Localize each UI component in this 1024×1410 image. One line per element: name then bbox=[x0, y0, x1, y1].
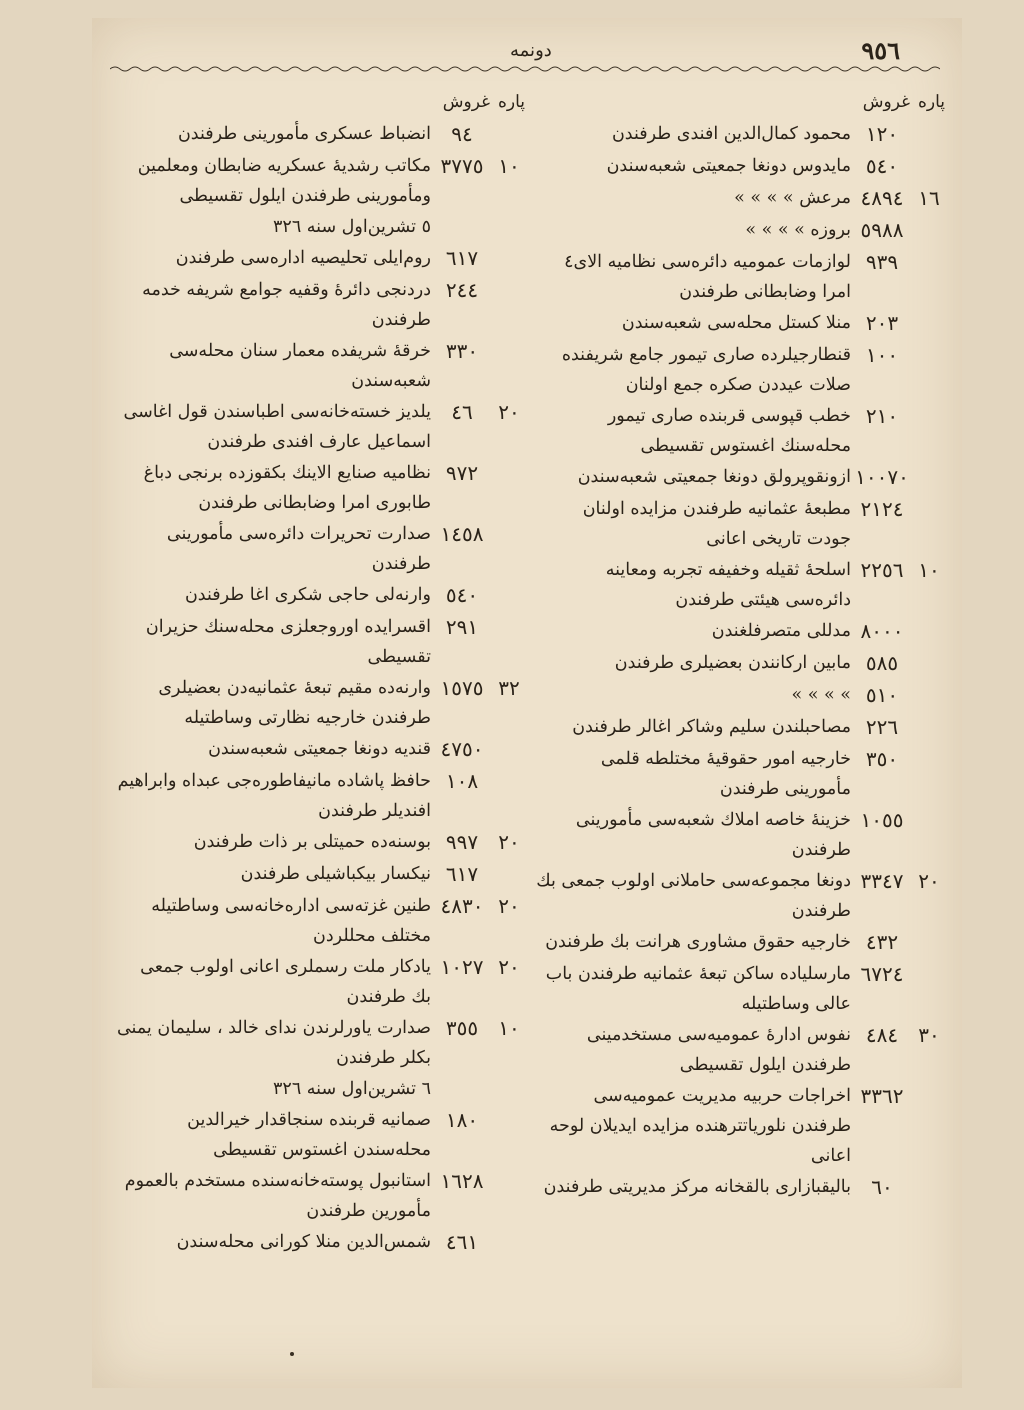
kurus-amount: ٣٣٠ bbox=[445, 339, 479, 363]
donor-description: مابين اركانندن بعضيلرى طرفندن bbox=[614, 653, 851, 673]
donor-description: بوسنه‌ده حميتلى بر ذات طرفندن bbox=[193, 832, 431, 852]
para-amount: ١٠ bbox=[918, 558, 940, 582]
kurus-amount: ١٢٠ bbox=[865, 122, 899, 146]
kurus-amount: ٢٠٣ bbox=[865, 311, 899, 335]
donation-entry bbox=[115, 457, 525, 518]
donor-description: خزينهٔ خاصه املاك شعبه‌سى مأمورينى طرفندن bbox=[575, 810, 851, 860]
donor-description: طنين غزته‌سى اداره‌خانه‌سى وساطتيله مختلف محللردن bbox=[151, 896, 431, 946]
kurus-amount: ٥٤٠ bbox=[865, 154, 899, 178]
donation-entry bbox=[115, 951, 525, 1012]
kurus-amount: ٩٧٢ bbox=[445, 461, 479, 485]
donation-entry bbox=[535, 461, 945, 493]
donor-description: روم‌ايلى تحليصيه اداره‌سى طرفندن bbox=[175, 248, 431, 268]
donation-entry bbox=[115, 118, 525, 150]
donor-description: مصاحبلندن سليم وشاكر اغالر طرفندن bbox=[572, 717, 851, 737]
para-amount: ٣٢ bbox=[498, 676, 520, 700]
donation-entry bbox=[115, 1226, 525, 1258]
donation-entry bbox=[115, 150, 525, 211]
donation-entry bbox=[535, 214, 945, 246]
kurus-amount: ٦٧٢٤ bbox=[860, 962, 904, 986]
left-column bbox=[115, 92, 525, 1258]
wavy-divider bbox=[110, 64, 940, 74]
kurus-heading: غروش bbox=[862, 92, 910, 112]
donor-description: وارنه‌ده مقيم تبعهٔ عثمانيه‌دن بعضيلرى طرفندن خارجيه نظارتى وساطتيله bbox=[158, 678, 431, 728]
donor-description: خارجيه امور حقوقيهٔ مختلطه قلمى مأمورينى طرفندن bbox=[600, 749, 851, 799]
donation-entry bbox=[115, 274, 525, 335]
donor-description: مطبعهٔ عثمانيه طرفندن مزايده اولنان جودت تاريخى اعانى bbox=[582, 499, 851, 549]
donation-entry bbox=[115, 211, 525, 242]
donation-entry bbox=[115, 1165, 525, 1226]
kurus-amount: ٢٤٤ bbox=[445, 278, 479, 302]
kurus-amount: ٤٦ bbox=[451, 400, 473, 424]
donation-entry bbox=[115, 733, 525, 765]
kurus-amount: ٩٩٧ bbox=[445, 830, 479, 854]
donor-description: حافظ پاشاده مانيفاطوره‌جى عبداه وابراهيم افنديلر طرفندن bbox=[117, 771, 431, 821]
donation-entry bbox=[115, 1012, 525, 1073]
donor-description: مدللى متصرفلغندن bbox=[711, 621, 851, 641]
kurus-amount: ٣٣٦٢ bbox=[860, 1084, 904, 1108]
donor-description: اخراجات حربيه مديريت عموميه‌سى طرفندن نلورياتترهنده مزايده ايديلان لوحه اعانى bbox=[549, 1086, 851, 1166]
kurus-amount: ٢١٢٤ bbox=[860, 497, 904, 521]
para-heading: پاره bbox=[917, 92, 945, 112]
donation-entry bbox=[535, 679, 945, 711]
kurus-amount: ٢٢٥٦ bbox=[860, 558, 904, 582]
donor-description: منلا كستل محله‌سى شعبه‌سندن bbox=[621, 313, 851, 333]
donation-entry bbox=[535, 804, 945, 865]
kurus-amount: ٤٨٤ bbox=[865, 1023, 899, 1047]
donor-description: محمود كمال‌الدين افندى طرفندن bbox=[611, 124, 851, 144]
donation-entry bbox=[115, 242, 525, 274]
donation-entry bbox=[115, 335, 525, 396]
kurus-amount: ١٨٠ bbox=[445, 1108, 479, 1132]
para-amount: ١٠ bbox=[498, 154, 520, 178]
donor-description: قنديه دونغا جمعيتى شعبه‌سندن bbox=[208, 739, 431, 759]
donor-description: نظاميه صنايع الاينك بكقوزده برنجى دباغ طابورى امرا وضابطانى طرفندن bbox=[143, 463, 431, 513]
donation-entry bbox=[535, 150, 945, 182]
kurus-amount: ٥٨٥ bbox=[865, 651, 899, 675]
donation-entry bbox=[115, 1104, 525, 1165]
kurus-amount: ١٦٢٨ bbox=[440, 1169, 484, 1193]
donor-description: دردنجى دائرهٔ وقفيه جوامع شريفه خدمه طرفندن bbox=[142, 280, 431, 330]
donation-entry bbox=[535, 118, 945, 150]
donation-entry bbox=[535, 1080, 945, 1171]
kurus-amount: ٣٥٥ bbox=[445, 1016, 479, 1040]
donation-entry bbox=[115, 518, 525, 579]
donor-description: استانبول پوسته‌خانه‌سنده مستخدم بالعموم مأمورين طرفندن bbox=[124, 1171, 431, 1221]
donor-description: بروزه » » » » bbox=[745, 220, 851, 240]
donor-description: مكاتب رشديهٔ عسكريه ضابطان ومعلمين ومأمورينى طرفندن ايلول تقسيطى bbox=[137, 156, 431, 206]
kurus-amount: ١٠٢٧ bbox=[440, 955, 484, 979]
donor-description: وارنه‌لى حاجى شكرى اغا طرفندن bbox=[184, 585, 431, 605]
donor-description: اقسرايده اوروجعلزى محله‌سنك حزيران تقسيطى bbox=[145, 617, 431, 667]
kurus-amount: ٢٢٦ bbox=[865, 715, 899, 739]
column-header bbox=[535, 92, 945, 118]
donation-entry bbox=[535, 711, 945, 743]
column-header bbox=[115, 92, 525, 118]
donation-entry bbox=[535, 743, 945, 804]
donation-entry bbox=[535, 246, 945, 307]
donation-entry bbox=[535, 926, 945, 958]
donor-description: خرقهٔ شريفده معمار سنان محله‌سى شعبه‌سندن bbox=[169, 341, 431, 391]
donation-entry bbox=[535, 307, 945, 339]
para-amount: ٣٠ bbox=[918, 1023, 940, 1047]
kurus-amount: ١٠٠٧٠ bbox=[855, 465, 909, 489]
kurus-amount: ٩٣٩ bbox=[865, 250, 899, 274]
donation-entry bbox=[535, 182, 945, 214]
kurus-amount: ٨٠٠٠ bbox=[860, 619, 904, 643]
donation-entry bbox=[115, 858, 525, 890]
para-amount: ٢٠ bbox=[498, 400, 520, 424]
kurus-amount: ٤٨٩٤ bbox=[860, 186, 904, 210]
donor-description: باليقبازارى بالقخانه مركز مديريتى طرفندن bbox=[543, 1177, 851, 1197]
kurus-amount: ٦١٧ bbox=[445, 862, 479, 886]
kurus-amount: ٣٣٤٧ bbox=[860, 869, 904, 893]
para-amount: ٢٠ bbox=[498, 830, 520, 854]
donation-entry bbox=[115, 765, 525, 826]
donation-entry bbox=[535, 554, 945, 615]
kurus-amount: ٣٥٠ bbox=[865, 747, 899, 771]
donor-description: صدارت ياورلرندن نداى خالد ، سليمان يمنى بكلر طرفندن bbox=[116, 1018, 431, 1068]
kurus-amount: ٤٣٢ bbox=[865, 930, 899, 954]
donor-description: انضباط عسكرى مأمورينى طرفندن bbox=[177, 124, 431, 144]
kurus-amount: ٥١٠ bbox=[865, 683, 899, 707]
donor-description: يادكار ملت رسملرى اعانى اولوب جمعى بك طرفندن bbox=[140, 957, 431, 1007]
donor-description: خارجيه حقوق مشاورى هرانت بك طرفندن bbox=[545, 932, 851, 952]
donation-entry bbox=[535, 493, 945, 554]
donation-entry bbox=[535, 647, 945, 679]
kurus-amount: ٦١٧ bbox=[445, 246, 479, 270]
donation-entry bbox=[535, 1171, 945, 1203]
entries-list bbox=[535, 118, 945, 1203]
donor-description: شمس‌الدين منلا كورانى محله‌سندن bbox=[176, 1232, 431, 1252]
para-amount: ٢٠ bbox=[498, 955, 520, 979]
donation-entry bbox=[115, 396, 525, 457]
para-amount: ٢٠ bbox=[498, 894, 520, 918]
donor-description: مارسلياده ساكن تبعهٔ عثمانيه طرفندن باب عالى وساطتيله bbox=[545, 964, 851, 1014]
kurus-amount: ٥٤٠ bbox=[445, 583, 479, 607]
kurus-amount: ٢١٠ bbox=[865, 404, 899, 428]
para-heading: پاره bbox=[497, 92, 525, 112]
entries-list bbox=[115, 118, 525, 1258]
donor-description: صمانيه قربنده سنجاقدار خيرالدين محله‌سندن اغستوس تقسيطى bbox=[187, 1110, 431, 1160]
donor-description: يلديز خسته‌خانه‌سى اطباسندن قول اغاسى اسماعيل عارف افندى طرفندن bbox=[123, 402, 431, 452]
right-column bbox=[535, 92, 945, 1203]
donor-description: ازونقوپرولق دونغا جمعيتى شعبه‌سندن bbox=[577, 467, 851, 487]
kurus-amount: ٩٤ bbox=[451, 122, 473, 146]
donor-description: نفوس ادارهٔ عموميه‌سى مستخدمينى طرفندن ايلول تقسيطى bbox=[586, 1025, 851, 1075]
donor-description: مايدوس دونغا جمعيتى شعبه‌سندن bbox=[606, 156, 851, 176]
kurus-amount: ٦٠ bbox=[871, 1175, 893, 1199]
donation-entry bbox=[115, 611, 525, 672]
donation-entry bbox=[115, 672, 525, 733]
donor-description: اسلحهٔ ثقيله وخفيفه تجربه ومعاينه دائره‌سى هيئتى طرفندن bbox=[605, 560, 851, 610]
donation-entry bbox=[535, 339, 945, 400]
page-number: ٩٥٦ bbox=[861, 36, 900, 65]
kurus-amount: ١٠٠ bbox=[865, 343, 899, 367]
kurus-amount: ٤٧٥٠ bbox=[440, 737, 484, 761]
kurus-amount: ٤٨٣٠ bbox=[440, 894, 484, 918]
kurus-heading: غروش bbox=[442, 92, 490, 112]
para-amount: ١٠ bbox=[498, 1016, 520, 1040]
donor-description: نيكسار بيكباشيلى طرفندن bbox=[240, 864, 431, 884]
donation-entry bbox=[115, 1073, 525, 1104]
donation-entry bbox=[535, 958, 945, 1019]
ink-dot bbox=[290, 1352, 294, 1356]
donation-entry bbox=[535, 1019, 945, 1080]
donor-description: ٦ تشرين‌اول سنه ٣٢٦ bbox=[273, 1079, 431, 1099]
donor-description: لوازمات عموميه دائره‌سى نظاميه الاى٤ امرا وضابطانى طرفندن bbox=[564, 252, 851, 302]
kurus-amount: ١٤٥٨ bbox=[440, 522, 484, 546]
kurus-amount: ١٥٧٥ bbox=[440, 676, 484, 700]
kurus-amount: ٤٦١ bbox=[445, 1230, 479, 1254]
donor-description: ٥ تشرين‌اول سنه ٣٢٦ bbox=[273, 217, 431, 237]
kurus-amount: ١٠٥٥ bbox=[860, 808, 904, 832]
donor-description: قنطارجيلرده صارى تيمور جامع شريفنده صلات عيددن صكره جمع اولنان bbox=[561, 345, 851, 395]
para-amount: ٢٠ bbox=[918, 869, 940, 893]
kurus-amount: ٥٩٨٨ bbox=[860, 218, 904, 242]
para-amount: ١٦ bbox=[918, 186, 940, 210]
kurus-amount: ٢٩١ bbox=[445, 615, 479, 639]
running-title: دونمه bbox=[510, 40, 552, 61]
kurus-amount: ٣٧٧٥ bbox=[440, 154, 484, 178]
donor-description: خطب قپوسى قربنده صارى تيمور محله‌سنك اغستوس تقسيطى bbox=[607, 406, 851, 456]
donor-description: دونغا مجموعه‌سى حاملانى اولوب جمعى بك طرفندن bbox=[536, 871, 851, 921]
donor-description: صدارت تحريرات دائره‌سى مأمورينى طرفندن bbox=[166, 524, 431, 574]
donation-entry bbox=[535, 865, 945, 926]
kurus-amount: ١٠٨ bbox=[445, 769, 479, 793]
donation-entry bbox=[115, 826, 525, 858]
donor-description: » » » » bbox=[791, 685, 851, 705]
donation-entry bbox=[535, 400, 945, 461]
donation-entry bbox=[115, 890, 525, 951]
donation-entry bbox=[535, 615, 945, 647]
donation-entry bbox=[115, 579, 525, 611]
donor-description: مرعش » » » » bbox=[734, 188, 851, 208]
